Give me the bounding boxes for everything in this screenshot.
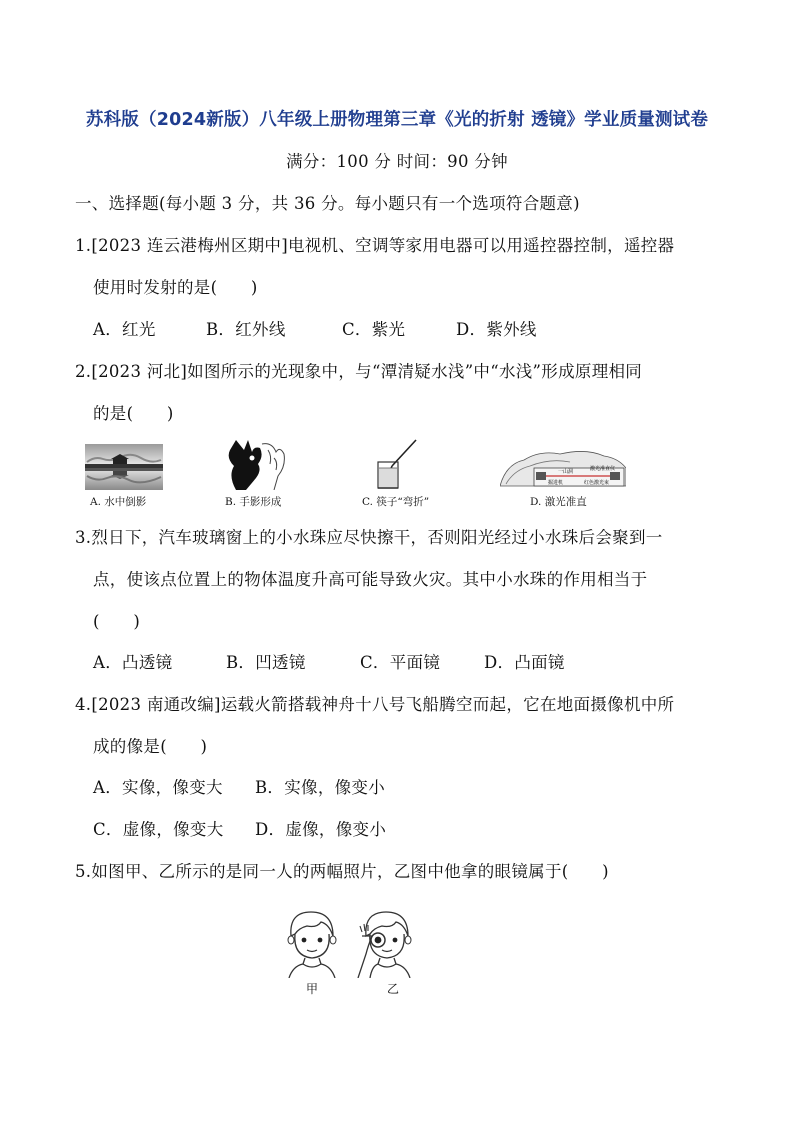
q3-option-d[interactable]: D．凸面镜 — [484, 653, 565, 672]
q4-stem-line2: 成的像是( ) — [93, 737, 208, 756]
reflection-photo — [85, 444, 163, 490]
q5-stem: 5.如图甲、乙所示的是同一人的两幅照片，乙图中他拿的眼镜属于( ) — [75, 862, 609, 881]
q3-stem-line2: 点，使该点位置上的物体温度升高可能导致火灾。其中小水珠的作用相当于 — [93, 570, 648, 589]
boy-without-glasses-figure — [283, 906, 341, 978]
figure-label-jia: 甲 — [306, 982, 319, 996]
q1-option-a[interactable]: A．红光 — [93, 320, 156, 339]
caption-c: C. 筷子“弯折” — [362, 496, 430, 508]
q1-option-d[interactable]: D．紫外线 — [456, 320, 537, 339]
q1-stem-line2: 使用时发射的是( ) — [93, 278, 258, 297]
caption-a: A. 水中倒影 — [90, 496, 147, 508]
q4-option-a[interactable]: A．实像，像变大 — [93, 778, 223, 797]
laser-alignment-diagram — [500, 446, 626, 490]
q1-stem-line1: 1.[2023 连云港梅州区期中]电视机、空调等家用电器可以用遥控器控制，遥控器 — [75, 236, 675, 255]
q2-stem-line2: 的是( ) — [93, 404, 174, 423]
boy-holding-glasses-figure — [356, 906, 416, 978]
q3-stem-line1: 3.烈日下，汽车玻璃窗上的小水珠应尽快擦干，否则阳光经过小水珠后会聚到一 — [75, 528, 663, 547]
q3-stem-line3: ( ) — [93, 612, 141, 631]
chopstick-glass-image — [370, 438, 420, 492]
fig-d-label-boring-machine: 掘进机 — [548, 480, 564, 486]
q3-option-c[interactable]: C．平面镜 — [360, 653, 441, 672]
q2-stem-line1: 2.[2023 河北]如图所示的光现象中，与“潭清疑水浅”中“水浅”形成原理相同 — [75, 362, 643, 381]
q4-option-d[interactable]: D．虚像，像变小 — [255, 820, 387, 839]
section-heading: 一、选择题(每小题 3 分，共 36 分。每小题只有一个选项符合题意) — [75, 194, 580, 213]
q4-stem-line1: 4.[2023 南通改编]运载火箭搭载神舟十八号飞船腾空而起，它在地面摄像机中所 — [75, 695, 675, 714]
caption-b: B. 手影形成 — [225, 496, 282, 508]
hand-shadow-image — [222, 436, 292, 490]
q1-option-b[interactable]: B．红外线 — [206, 320, 286, 339]
q3-option-a[interactable]: A．凸透镜 — [93, 653, 173, 672]
figure-label-yi: 乙 — [387, 982, 400, 996]
page-title: 苏科版（2024新版）八年级上册物理第三章《光的折射 透镜》学业质量测试卷 — [85, 110, 709, 130]
fig-d-label-red-beam: 红色激光束 — [584, 480, 610, 486]
exam-info: 满分：100 分 时间：90 分钟 — [286, 152, 508, 171]
fig-d-label-laser-device: 激光准直仪 — [590, 466, 616, 472]
q4-option-c[interactable]: C．虚像，像变大 — [93, 820, 224, 839]
caption-d: D. 激光准直 — [530, 496, 587, 508]
fig-d-label-tunnel: 一山洞 — [558, 469, 574, 475]
q1-option-c[interactable]: C．紫光 — [342, 320, 406, 339]
q4-option-b[interactable]: B．实像，像变小 — [255, 778, 386, 797]
q3-option-b[interactable]: B．凹透镜 — [226, 653, 306, 672]
